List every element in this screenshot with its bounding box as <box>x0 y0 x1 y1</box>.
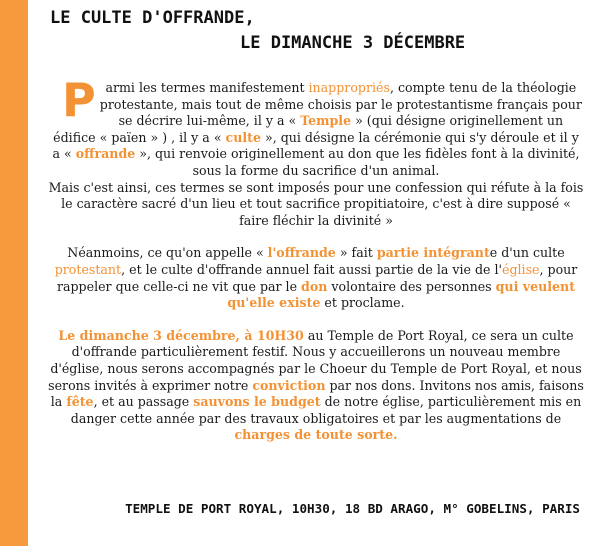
text-span: Mais c'est ainsi, ces termes se sont imposés pour une confession qui réfute à la fois le caractère sacré d'un lieu et tout sacrifice propitiatoire, c'est à dire supposé « faire fléchir la divinité » <box>48 179 584 228</box>
highlight-don: don <box>301 278 328 294</box>
text-span: », qui renvoie originellement au don que les fidèles font à la divinité, sous la forme du sacrifice d'un animal. <box>135 146 580 178</box>
text-span: volontaire des personnes <box>327 278 496 294</box>
text-span: au Temple de Port Royal, ce sera un culte d'offrande particulièrement festif. Nous y accueillerons un nouveau membre d'église, nous serons accompagnés par le Choeur du Temple de Port Royal, et nous serons invités à exprimer notre <box>48 327 582 393</box>
highlight-sauvons-budget: sauvons le budget <box>193 394 321 410</box>
text-span: , compte tenu de la théologie protestante, mais tout de même choisis par le protestantisme français pour se décrire lui-même, il y a « <box>99 80 582 129</box>
highlight-fete: fête <box>66 394 94 410</box>
highlight-loffrande: l'offrande <box>267 245 336 261</box>
text-span: par nos dons. Invitons nos amis, faisons la <box>50 377 584 410</box>
paragraph-3 <box>48 328 584 444</box>
highlight-charges: charges de toute sorte. <box>234 427 398 443</box>
highlight-temple: Temple <box>300 113 352 129</box>
event-address-footer: TEMPLE DE PORT ROYAL, 10H30, 18 BD ARAGO, M° GOBELINS, PARIS <box>125 501 580 516</box>
highlight-qui-veulent: qui veulent qu'elle existe <box>227 278 576 311</box>
orange-side-stripe <box>0 0 28 546</box>
text-span: , et au passage <box>93 394 194 410</box>
text-span: de notre église, particulièrement mis en danger cette année par des travaux obligatoires et par les augmentations de <box>70 394 582 426</box>
text-span: e d'un culte <box>489 245 565 261</box>
highlight-partie-integrante: partie intégrant <box>376 245 490 261</box>
drop-cap: P <box>62 73 96 127</box>
text-span: et proclame. <box>320 295 405 311</box>
page-title <box>50 6 580 56</box>
highlight-culte: culte <box>225 129 261 145</box>
article-body <box>48 73 584 444</box>
highlight-conviction: conviction <box>252 377 326 393</box>
title-line-2: LE DIMANCHE 3 DÉCEMBRE <box>240 33 466 53</box>
highlight-offrande: offrande <box>75 146 136 162</box>
text-span: » (qui désigne originellement un édifice « païen » ) , il y a « <box>53 113 564 145</box>
text-span: , pour rappeler que celle-ci ne vit que par le <box>56 261 578 294</box>
paragraph-1 <box>48 73 584 229</box>
highlight-date: Le dimanche 3 décembre, à 10H30 <box>58 327 304 343</box>
highlight-protestant: protestant <box>54 261 122 277</box>
paragraph-2 <box>48 245 584 311</box>
highlight-inappropries: inappropriés <box>308 80 390 95</box>
text-span: », qui désigne la cérémonie qui s'y déroule et il y a « <box>52 129 579 162</box>
text-span: » fait <box>335 245 377 261</box>
text-span: armi les termes manifestement <box>105 80 309 95</box>
highlight-eglise: église <box>502 261 540 277</box>
title-line-1: LE CULTE D'OFFRANDE, <box>50 8 255 28</box>
text-span: , et le culte d'offrande annuel fait aussi partie de la vie de l' <box>121 261 502 277</box>
text-span: Néanmoins, ce qu'on appelle « <box>67 245 268 261</box>
